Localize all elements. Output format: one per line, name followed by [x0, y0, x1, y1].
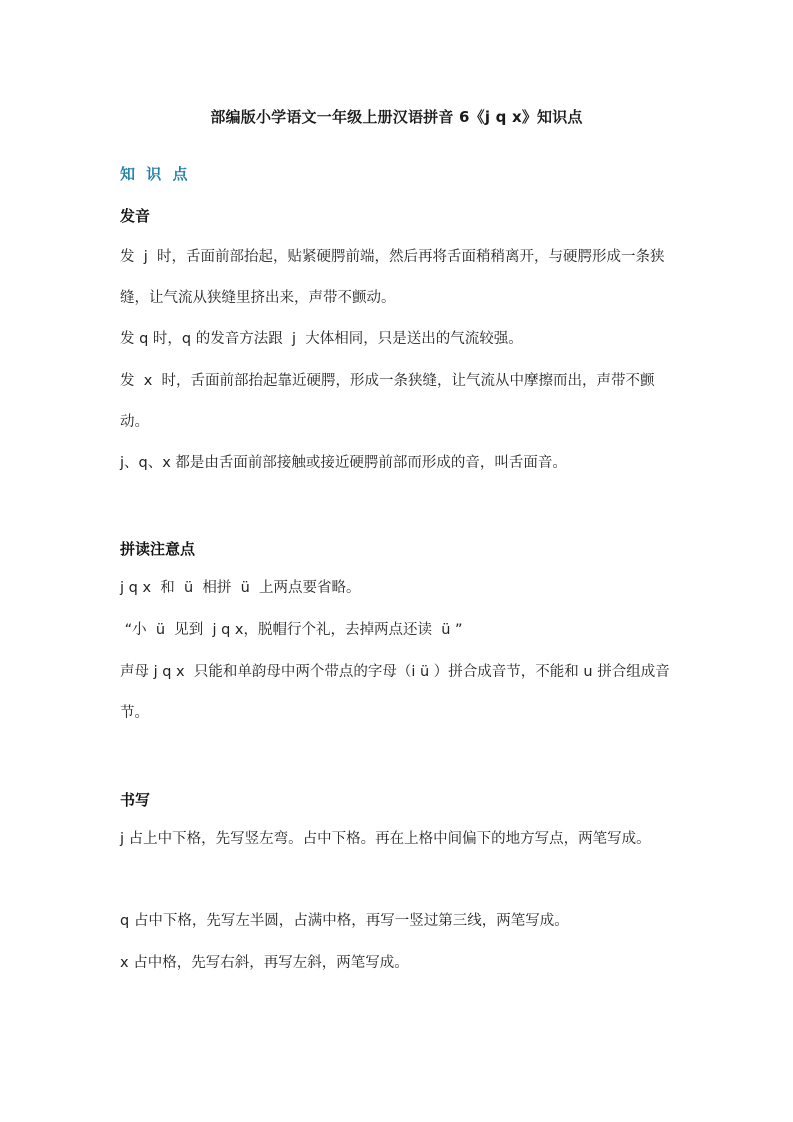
paragraph-writing-j: j 占上中下格，先写竖左弯。占中下格。再在上格中间偏下的地方写点，两笔写成。	[120, 831, 651, 847]
section-label-knowledge-points: 知 识 点	[120, 165, 191, 183]
paragraph-pronunciation-j: 发 j 时，舌面前部抬起，贴紧硬腭前端，然后再将舌面稍稍离开，与硬腭形成一条狭缝，让气流从狭缝里挤出来，声带不颤动。	[120, 249, 665, 306]
paragraph-pronunciation-summary: j、q、x 都是由舌面前部接触或接近硬腭前部而形成的音，叫舌面音。	[120, 455, 567, 471]
paragraph-spelling-combination: 声母 j q x 只能和单韵母中两个带点的字母（i ü ）拼合成音节，不能和 u 拼合组成音节。	[120, 664, 670, 721]
document-title: 部编版小学语文一年级上册汉语拼音 6《j q x》知识点	[210, 108, 583, 126]
paragraph-writing-x: x 占中格，先写右斜，再写左斜，两笔写成。	[120, 955, 409, 971]
paragraph-pronunciation-x: 发 x 时，舌面前部抬起靠近硬腭，形成一条狭缝，让气流从中摩擦而出，声带不颤动。	[120, 373, 655, 430]
paragraph-pronunciation-q: 发 q 时，q 的发音方法跟 j 大体相同，只是送出的气流较强。	[120, 331, 523, 347]
paragraph-spelling-rhyme: “小 ü 见到 j q x，脱帽行个礼，去掉两点还读 ü ”	[120, 622, 463, 638]
heading-writing: 书写	[120, 791, 151, 809]
heading-pronunciation: 发音	[120, 207, 151, 225]
heading-spelling-notes: 拼读注意点	[120, 540, 196, 558]
paragraph-writing-q: q 占中下格，先写左半圆，占满中格，再写一竖过第三线，两笔写成。	[120, 913, 569, 929]
paragraph-spelling-rule: j q x 和 ü 相拼 ü 上两点要省略。	[120, 580, 361, 596]
